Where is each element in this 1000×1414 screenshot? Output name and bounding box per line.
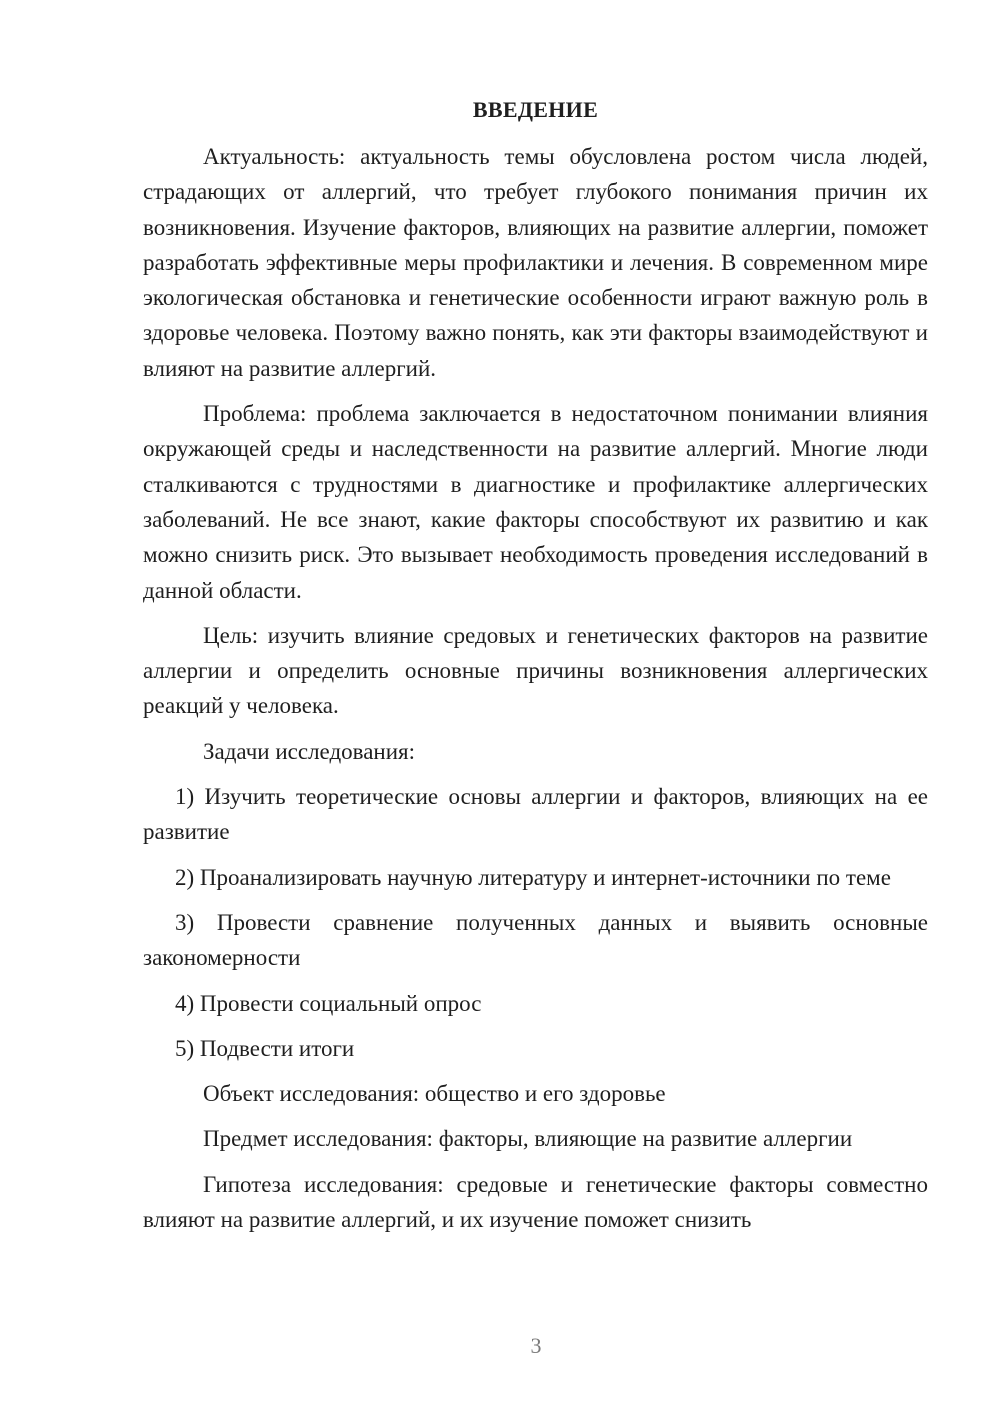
paragraph-hypothesis: Гипотеза исследования: средовые и генетические факторы совместно влияют на развитие аллергий, и их изучение поможет снизить	[143, 1171, 928, 1233]
task-item-2: 2) Проанализировать научную литературу и интернет-источники по теме	[175, 864, 891, 890]
tasks-title: Задачи исследования:	[203, 738, 416, 764]
paragraph-problem: Проблема: проблема заключается в недостаточном понимании влияния окружающей среды и наследственности на развитие аллергий. Многие люди сталкиваются с трудностями в диагностике и профилактике аллергических заболеваний. Не все знают, какие факторы способствуют их развитию и как можно снизить риск. Это вызывает необходимость проведения исследований в данной области.	[143, 401, 928, 603]
task-item-5: 5) Подвести итоги	[175, 1035, 355, 1061]
paragraph-subject: Предмет исследования: факторы, влияющие на развитие аллергии	[203, 1126, 853, 1152]
paragraph-object: Объект исследования: общество и его здоровье	[203, 1081, 666, 1107]
paragraph-relevance: Актуальность: актуальность темы обусловлена ростом числа людей, страдающих от аллергий, что требует глубокого понимания причин их возникновения. Изучение факторов, влияющих на развитие аллергии, поможет разработать эффективные меры профилактики и лечения. В современном мире экологическая обстановка и генетические особенности играют важную роль в здоровье человека. Поэтому важно понять, как эти факторы взаимодействуют и влияют на развитие аллергий.	[143, 144, 928, 381]
page-number: 3	[530, 1333, 542, 1358]
document-body	[143, 92, 928, 1237]
section-heading: ВВЕДЕНИЕ	[472, 97, 599, 122]
task-item-4: 4) Провести социальный опрос	[175, 990, 482, 1016]
task-item-1: 1) Изучить теоретические основы аллергии и факторов, влияющих на ее развитие	[143, 784, 928, 845]
task-item-3: 3) Провести сравнение полученных данных и выявить основные закономерности	[143, 909, 928, 971]
paragraph-goal: Цель: изучить влияние средовых и генетических факторов на развитие аллергии и определить основные причины возникновения аллергических реакций у человека.	[143, 622, 928, 719]
